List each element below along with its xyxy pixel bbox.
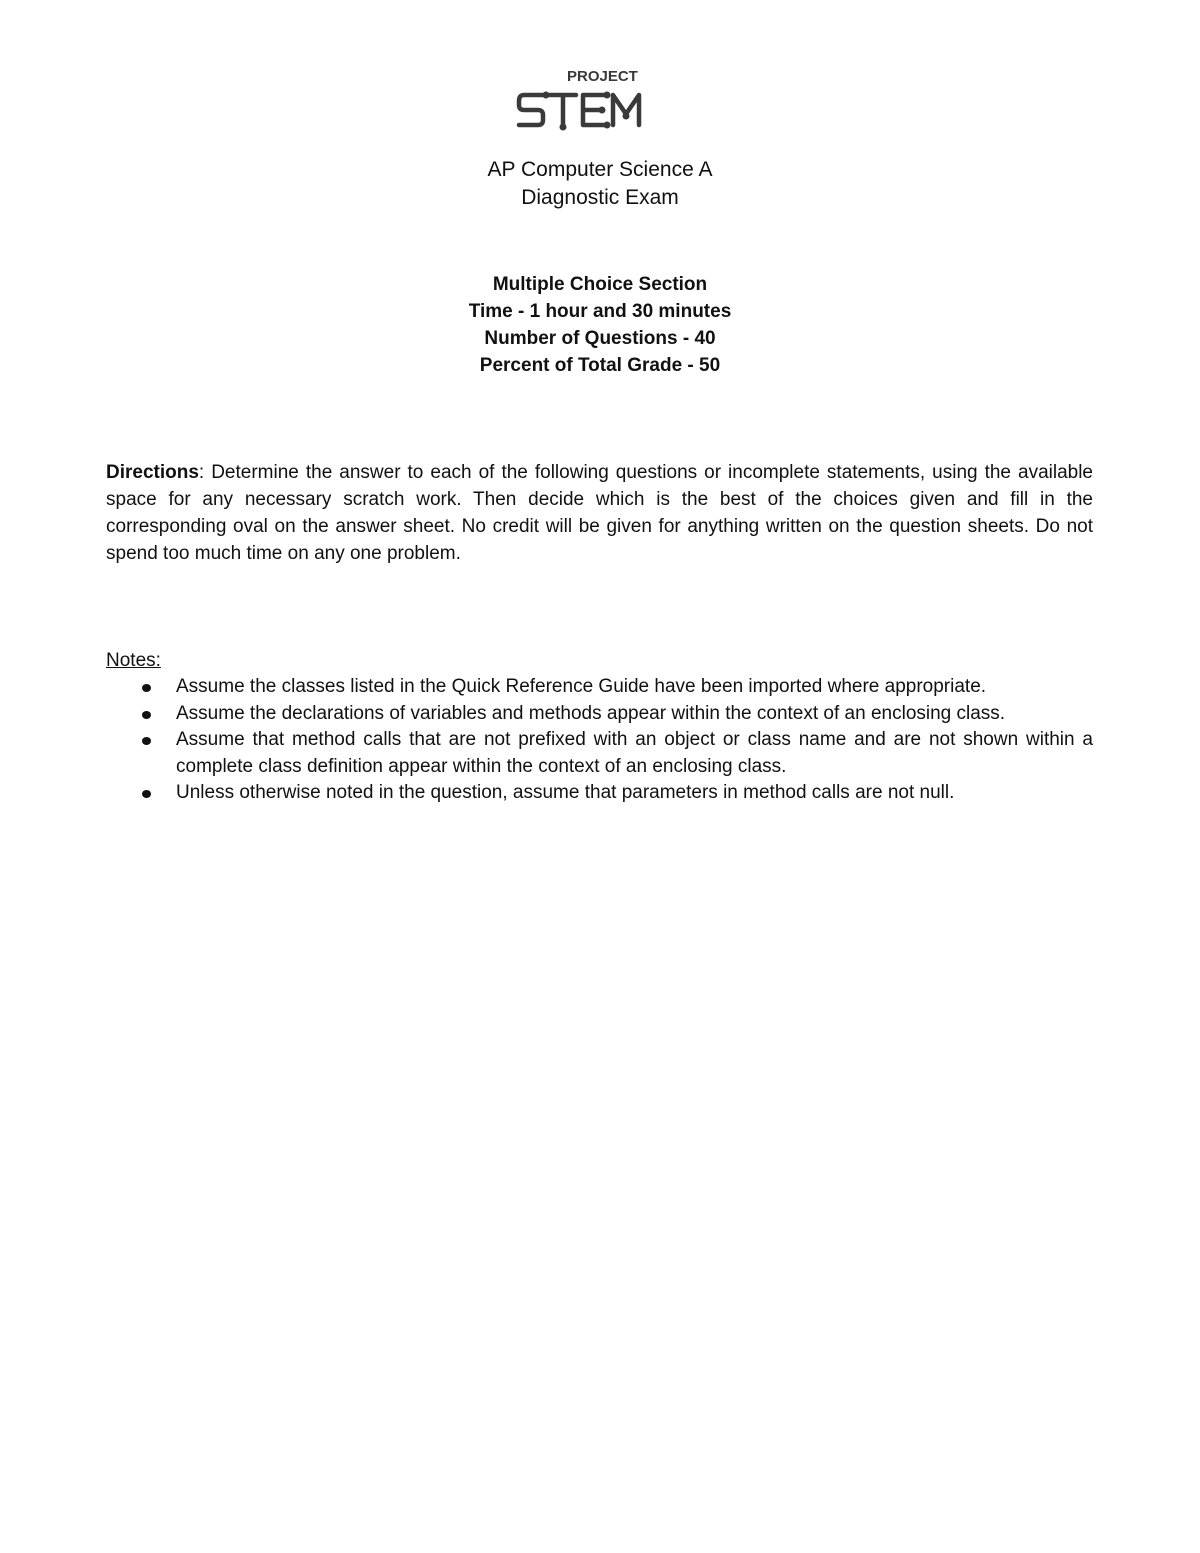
note-text: Assume that method calls that are not prefixed with an object or class name and are not shown within a complete class definition appear within the context of an enclosing class. xyxy=(176,729,1093,777)
notes-heading: Notes: xyxy=(106,650,161,671)
bullet-icon xyxy=(142,684,151,692)
note-item xyxy=(106,780,1093,807)
note-text: Unless otherwise noted in the question, assume that parameters in method calls are not null. xyxy=(176,782,955,803)
note-item xyxy=(106,674,1093,701)
exam-name: Diagnostic Exam xyxy=(521,186,679,209)
bullet-icon xyxy=(142,790,151,798)
notes-list xyxy=(106,674,1093,807)
note-text: Assume the declarations of variables and methods appear within the context of an enclosing class. xyxy=(176,702,1006,724)
section-question-count: Number of Questions - 40 xyxy=(484,328,716,349)
directions-text: : Determine the answer to each of the following questions or incomplete statements, using the available space for any necessary scratch work. Then decide which is the best of the choices given and fill in the corresponding oval on the answer sheet. No credit will be given for anything written on the question sheets. Do not spend too much time on any one problem. xyxy=(106,462,1093,564)
note-item xyxy=(106,727,1093,780)
section-grade-percent: Percent of Total Grade - 50 xyxy=(479,355,721,376)
bullet-icon xyxy=(142,711,151,719)
project-stem-logo xyxy=(514,64,654,132)
directions-label: Directions xyxy=(106,462,199,483)
exam-title xyxy=(0,156,1200,212)
section-info xyxy=(0,271,1200,379)
logo-project-text: PROJECT xyxy=(567,68,638,85)
directions-paragraph xyxy=(106,459,1093,567)
bullet-icon xyxy=(142,737,151,745)
note-item xyxy=(106,701,1093,728)
section-name: Multiple Choice Section xyxy=(492,274,708,295)
course-title: AP Computer Science A xyxy=(487,158,713,181)
section-time: Time - 1 hour and 30 minutes xyxy=(468,301,732,322)
note-text: Assume the classes listed in the Quick Reference Guide have been imported where appropriate. xyxy=(176,676,987,697)
